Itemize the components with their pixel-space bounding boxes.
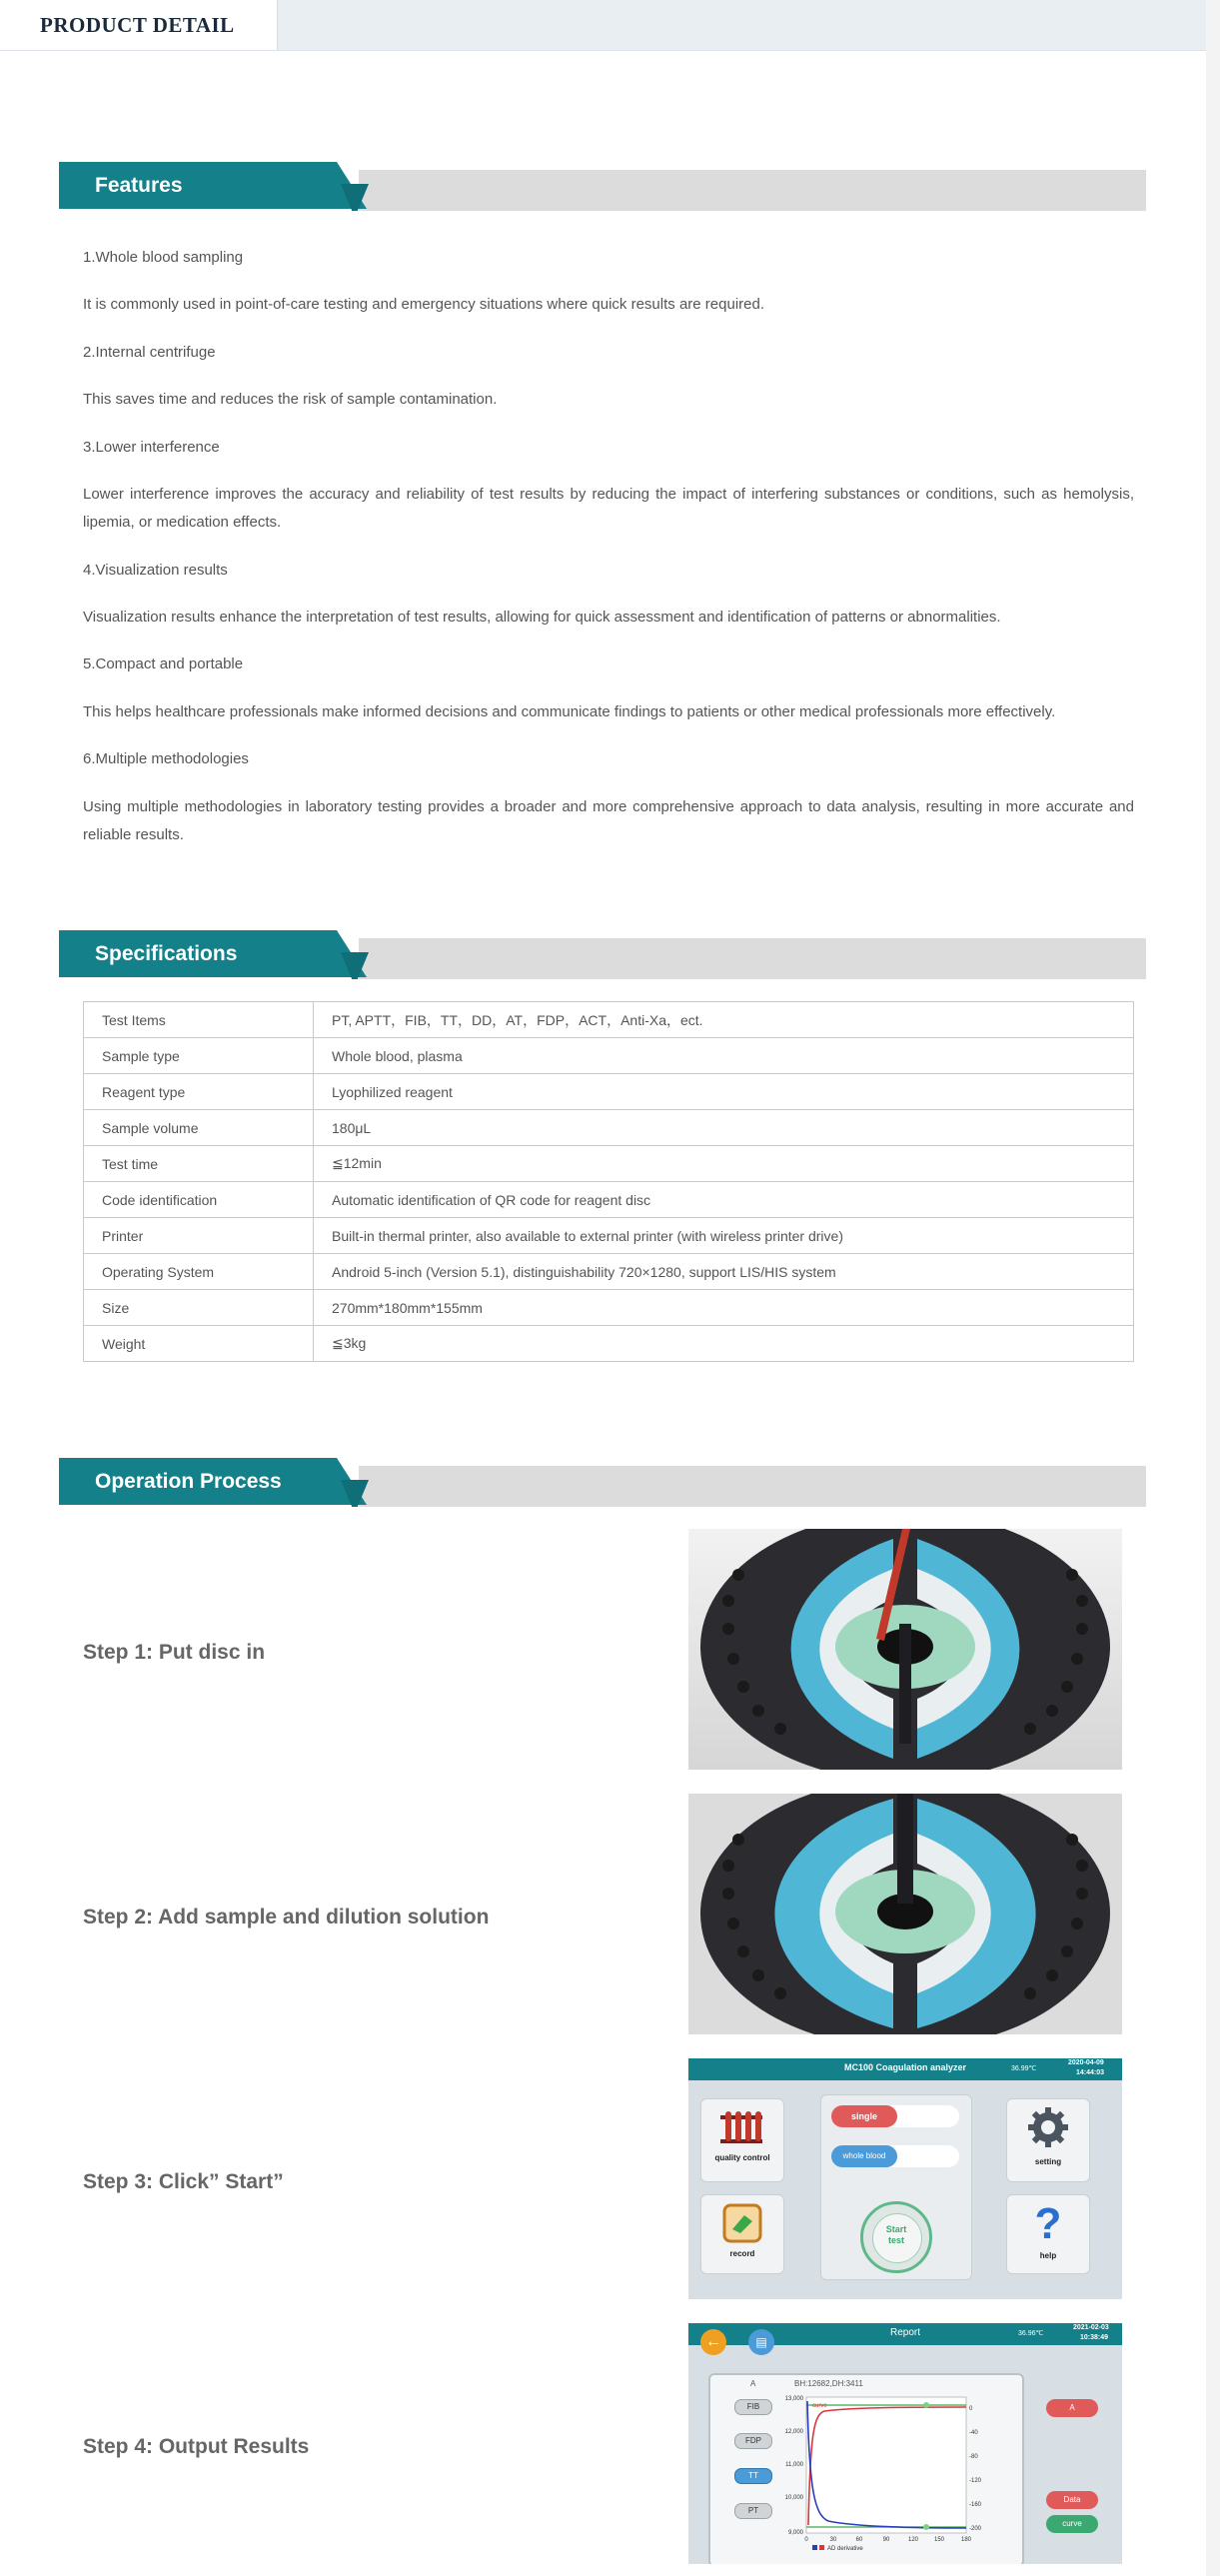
fdp-button[interactable]: FDP xyxy=(734,2433,772,2449)
spec-key: Printer xyxy=(84,1218,314,1254)
table-row xyxy=(84,1038,1134,1074)
quality-control-button[interactable] xyxy=(700,2098,784,2182)
tick-label: -40 xyxy=(969,2430,978,2436)
feature-heading: 3.Lower interference xyxy=(83,439,220,456)
quality-control-label: quality control xyxy=(714,2153,770,2162)
spec-value: Android 5-inch (Version 5.1), distinguishability 720×1280, support LIS/HIS system xyxy=(314,1254,1134,1290)
tick-label: 12,000 xyxy=(784,2429,803,2435)
temperature: 36.96℃ xyxy=(1018,2330,1044,2337)
time: 10:38:49 xyxy=(1080,2334,1109,2341)
spec-key: Test Items xyxy=(84,1002,314,1038)
table-row xyxy=(84,1146,1134,1182)
feature-heading: 6.Multiple methodologies xyxy=(83,750,249,767)
app-title: MC100 Coagulation analyzer xyxy=(843,2062,967,2072)
step-2-label: Step 2: Add sample and dilution solution xyxy=(83,1906,490,1929)
feature-text: This helps healthcare professionals make informed decisions and communicate findings to patients or other medical professionals more effectively. xyxy=(83,703,1056,720)
gear-icon xyxy=(1028,2107,1068,2147)
temperature: 36.99℃ xyxy=(1011,2065,1037,2072)
spec-value: Automatic identification of QR code for reagent disc xyxy=(314,1182,1134,1218)
tick-label: -200 xyxy=(969,2526,982,2532)
sample-a-button[interactable]: A xyxy=(1046,2399,1098,2417)
legend-label: AD derivative xyxy=(827,2546,863,2552)
whole-blood-label: whole blood xyxy=(831,2145,897,2167)
features-header xyxy=(59,162,1146,211)
help-button[interactable] xyxy=(1006,2194,1090,2274)
print-icon[interactable]: ▤ xyxy=(748,2329,774,2355)
table-row xyxy=(84,1290,1134,1326)
feature-heading: 5.Compact and portable xyxy=(83,655,244,672)
whole-blood-toggle[interactable] xyxy=(831,2145,959,2167)
operation-title: Operation Process xyxy=(95,1470,282,1493)
tick-label: 90 xyxy=(882,2537,890,2543)
tt-button[interactable]: TT xyxy=(734,2468,772,2484)
scrollbar[interactable] xyxy=(1206,0,1220,2576)
tick-label: 30 xyxy=(829,2537,837,2543)
tick-label: 11,000 xyxy=(785,2462,803,2468)
start-test-button[interactable] xyxy=(860,2201,932,2273)
step-2-photo xyxy=(688,1794,1122,2034)
spec-key: Sample volume xyxy=(84,1110,314,1146)
feature-text: Lower interference improves the accuracy and reliability of test results by reducing the impact of interfering substances or conditions, such as hemolysis, lipemia, or medication effects. xyxy=(83,486,1134,531)
feature-text: It is commonly used in point-of-care testing and emergency situations where quick results are required. xyxy=(83,296,764,313)
date: 2020-04-09 xyxy=(1068,2059,1104,2066)
help-label: help xyxy=(1039,2251,1057,2260)
specifications-table xyxy=(83,1001,1134,1362)
specifications-header xyxy=(59,930,1146,979)
table-row xyxy=(84,1002,1134,1038)
feature-heading: 2.Internal centrifuge xyxy=(83,344,216,361)
spec-value: 180μL xyxy=(314,1110,1134,1146)
feature-heading: 1.Whole blood sampling xyxy=(83,249,244,266)
center-panel xyxy=(820,2094,972,2280)
spec-value: ≦12min xyxy=(314,1146,1134,1182)
setting-label: setting xyxy=(1034,2157,1062,2166)
spec-key: Sample type xyxy=(84,1038,314,1074)
tick-label: -120 xyxy=(969,2478,982,2484)
legend-swatch xyxy=(819,2545,824,2550)
features-title: Features xyxy=(95,174,183,197)
record-button[interactable] xyxy=(700,2194,784,2274)
report-panel xyxy=(708,2373,1024,2564)
tab-product-detail[interactable] xyxy=(0,0,278,50)
question-mark-icon: ? xyxy=(1034,2199,1062,2248)
step-4-label: Step 4: Output Results xyxy=(83,2435,310,2458)
table-row xyxy=(84,1326,1134,1362)
spec-value: ≦3kg xyxy=(314,1326,1134,1362)
bh-dh-readout: BH:12682,DH:3411 xyxy=(794,2379,863,2388)
curve-label: curve xyxy=(812,2403,827,2409)
feature-heading: 4.Visualization results xyxy=(83,562,228,579)
setting-button[interactable] xyxy=(1006,2098,1090,2182)
tick-label: 60 xyxy=(855,2537,863,2543)
curve-button[interactable]: curve xyxy=(1046,2515,1098,2533)
spec-key: Operating System xyxy=(84,1254,314,1290)
spec-key: Size xyxy=(84,1290,314,1326)
coagulation-curve-plot xyxy=(776,2389,1006,2557)
date: 2021-02-03 xyxy=(1073,2324,1109,2331)
step-1-label: Step 1: Put disc in xyxy=(83,1641,266,1664)
tick-label: -80 xyxy=(969,2454,978,2460)
table-row xyxy=(84,1074,1134,1110)
feature-text: Visualization results enhance the interpretation of test results, allowing for quick assessment and identification of patterns or abnormalities. xyxy=(83,609,1001,626)
fib-button[interactable]: FIB xyxy=(734,2399,772,2415)
step-4-screen xyxy=(688,2323,1122,2564)
spec-value: Built-in thermal printer, also available to external printer (with wireless printer drive) xyxy=(314,1218,1134,1254)
report-title: Report xyxy=(889,2327,920,2338)
tick-label: 0 xyxy=(804,2537,808,2543)
spec-key: Reagent type xyxy=(84,1074,314,1110)
spec-value: Lyophilized reagent xyxy=(314,1074,1134,1110)
step-3-screen xyxy=(688,2058,1122,2299)
table-row xyxy=(84,1218,1134,1254)
data-button[interactable]: Data xyxy=(1046,2491,1098,2509)
sample-label: A xyxy=(750,2379,756,2388)
single-label: single xyxy=(831,2105,897,2127)
tick-label: 13,000 xyxy=(784,2396,803,2402)
spec-key: Weight xyxy=(84,1326,314,1362)
spec-key: Test time xyxy=(84,1146,314,1182)
spec-value: 270mm*180mm*155mm xyxy=(314,1290,1134,1326)
record-label: record xyxy=(729,2249,755,2258)
specifications-title: Specifications xyxy=(95,942,238,965)
test-tubes-icon xyxy=(718,2107,764,2147)
table-row xyxy=(84,1182,1134,1218)
legend-swatch xyxy=(812,2545,817,2550)
marker-point xyxy=(923,2524,929,2530)
pt-button[interactable]: PT xyxy=(734,2503,772,2519)
spec-value: PT, APTT，FIB，TT，DD，AT，FDP，ACT，Anti-Xa，ect. xyxy=(314,1002,1134,1038)
step-3-label: Step 3: Click” Start” xyxy=(83,2170,284,2193)
feature-text: Using multiple methodologies in laboratory testing provides a broader and more comprehensive approach to data analysis, resulting in more accurate and reliable results. xyxy=(83,798,1134,843)
spec-value: Whole blood, plasma xyxy=(314,1038,1134,1074)
spec-key: Code identification xyxy=(84,1182,314,1218)
tick-label: 10,000 xyxy=(784,2495,803,2501)
start-test-label: Start test xyxy=(885,2224,907,2245)
table-row xyxy=(84,1110,1134,1146)
tick-label: 9,000 xyxy=(787,2530,803,2536)
tick-label: 120 xyxy=(907,2537,919,2543)
tick-label: 150 xyxy=(933,2537,945,2543)
step-1-photo xyxy=(688,1529,1122,1770)
feature-text: This saves time and reduces the risk of sample contamination. xyxy=(83,391,498,408)
single-toggle[interactable] xyxy=(831,2105,959,2127)
tick-label: 0 xyxy=(969,2406,973,2412)
tab-label: PRODUCT DETAIL xyxy=(40,12,235,37)
tick-label: -160 xyxy=(969,2502,982,2508)
table-row xyxy=(84,1254,1134,1290)
back-arrow-icon[interactable]: ← xyxy=(700,2329,726,2355)
record-icon xyxy=(722,2203,762,2243)
marker-point xyxy=(923,2402,929,2408)
time: 14:44:03 xyxy=(1076,2069,1105,2076)
tab-bar xyxy=(0,0,1220,51)
tick-label: 180 xyxy=(960,2537,972,2543)
operation-header xyxy=(59,1458,1146,1507)
